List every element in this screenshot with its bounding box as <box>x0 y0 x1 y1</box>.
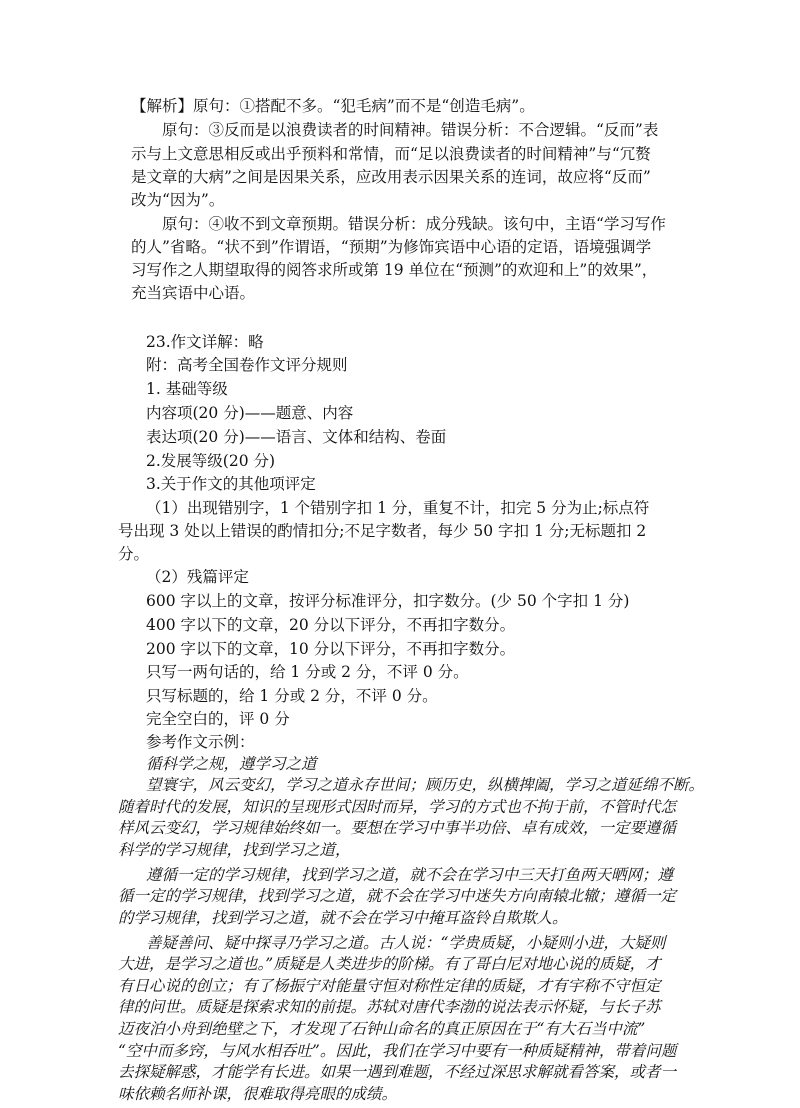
essay-line-5: 遵循一定的学习规律，找到学习之道，就不会在学习中三天打鱼两天晒网；遵 <box>146 866 674 884</box>
rules-line-4: 内容项(20 分)——题意、内容 <box>146 404 354 422</box>
essay-line-3: 样风云变幻，学习规律始终如一。要想在学习中事半功倍、卓有成效，一定要遵循 <box>118 819 677 837</box>
rules-line-14: 200 字以下的文章，10 分以下评分，不再扣字数分。 <box>146 640 516 658</box>
rules-line-3: 1. 基础等级 <box>146 380 228 398</box>
essay-line-10: 有日心说的创立；有了杨振宁对能量守恒对称性定律的质疑，才有宇称不守恒定 <box>118 977 661 995</box>
essay-line-6: 循一定的学习规律，找到学习之道，就不会在学习中迷失方向南辕北辙；遵循一定 <box>118 887 677 905</box>
rules-line-10: 分。 <box>118 545 150 563</box>
essay-line-12: 迈夜泊小舟到绝壁之下，才发现了石钟山命名的真正原因在于“有大石当中流” <box>118 1020 646 1038</box>
rules-line-8: （1）出现错别字，1 个错别字扣 1 分，重复不计，扣完 5 分为止;标点符 <box>146 499 650 517</box>
rules-line-7: 3.关于作文的其他项评定 <box>146 475 316 493</box>
essay-line-1: 望寰宇，风云变幻，学习之道永存世间；顾历史，纵横捭阖，学习之道延绵不断。 <box>146 776 705 794</box>
analysis-line-2: 原句：③反而是以浪费读者的时间精神。错误分析：不合逻辑。“反而”表 <box>162 121 659 139</box>
essay-line-8: 善疑善问、疑中探寻乃学习之道。古人说：“学贵质疑，小疑则小进，大疑则 <box>146 934 666 952</box>
analysis-line-4: 是文章的大病”之间是因果关系，应改用表示因果关系的连词，故应将“反而” <box>131 168 651 186</box>
analysis-line-5: 改为“因为”。 <box>131 191 225 209</box>
rules-line-12: 600 字以上的文章，按评分标准评分，扣字数分。(少 50 个字扣 1 分) <box>146 592 630 610</box>
analysis-line-9: 充当宾语中心语。 <box>131 284 256 302</box>
rules-line-13: 400 字以下的文章，20 分以下评分，不再扣字数分。 <box>146 616 516 634</box>
analysis-line-3: 示与上文意思相反或出乎预料和常情，而“足以浪费读者的时间精神”与“冗赘 <box>131 145 651 163</box>
rules-line-1: 23.作文详解：略 <box>146 333 264 351</box>
essay-line-4: 科学的学习规律，找到学习之道， <box>118 841 351 859</box>
rules-line-15: 只写一两句话的，给 1 分或 2 分，不评 0 分。 <box>146 663 469 681</box>
essay-line-2: 随着时代的发展，知识的呈现形式因时而异，学习的方式也不拘于前，不管时代怎 <box>118 798 677 816</box>
rules-line-16: 只写标题的，给 1 分或 2 分，不评 0 分。 <box>146 687 438 705</box>
rules-line-2: 附：高考全国卷作文评分规则 <box>146 356 348 374</box>
rules-line-18: 参考作文示例： <box>146 733 255 751</box>
essay-line-11: 律的问世。质疑是探索求知的前提。苏轼对唐代李渤的说法表示怀疑，与长子苏 <box>118 998 661 1016</box>
essay-line-9: 大进，是学习之道也。”质疑是人类进步的阶梯。有了哥白尼对地心说的质疑，才 <box>118 955 661 973</box>
essay-line-7: 的学习规律，找到学习之道，就不会在学习中掩耳盗铃自欺欺人。 <box>118 909 568 927</box>
rules-line-17: 完全空白的，评 0 分 <box>146 710 290 728</box>
analysis-line-7: 的人”省略。“状不到”作谓语，“预期”为修饰宾语中心语的定语，语境强调学 <box>131 238 652 256</box>
rules-line-6: 2.发展等级(20 分) <box>146 452 276 470</box>
analysis-line-8: 习写作之人期望取得的阅答求所或第 19 单位在“预测”的欢迎和上”的效果”， <box>131 261 658 279</box>
analysis-line-1: 【解析】原句：①搭配不多。“犯毛病”而不是“创造毛病”。 <box>131 97 535 115</box>
essay-line-15: 味依赖名师补课，很难取得亮眼的成绩。 <box>118 1085 398 1103</box>
rules-line-9: 号出现 3 处以上错误的酌情扣分;不足字数者，每少 50 字扣 1 分;无标题扣 2 <box>118 522 647 540</box>
rules-line-11: （2）残篇评定 <box>146 568 249 586</box>
essay-line-14: 去探疑解惑，才能学有长进。如果一遇到难题，不经过深思求解就看答案，或者一 <box>118 1063 677 1081</box>
essay-title: 循科学之规，遵学习之道 <box>146 755 317 773</box>
rules-line-5: 表达项(20 分)——语言、文体和结构、卷面 <box>146 428 447 446</box>
essay-line-13: “空中而多窍，与风水相吞吐”。因此，我们在学习中要有一种质疑精神，带着问题 <box>118 1042 677 1060</box>
analysis-line-6: 原句：④收不到文章预期。错误分析：成分残缺。该句中，主语“学习写作 <box>162 215 666 233</box>
